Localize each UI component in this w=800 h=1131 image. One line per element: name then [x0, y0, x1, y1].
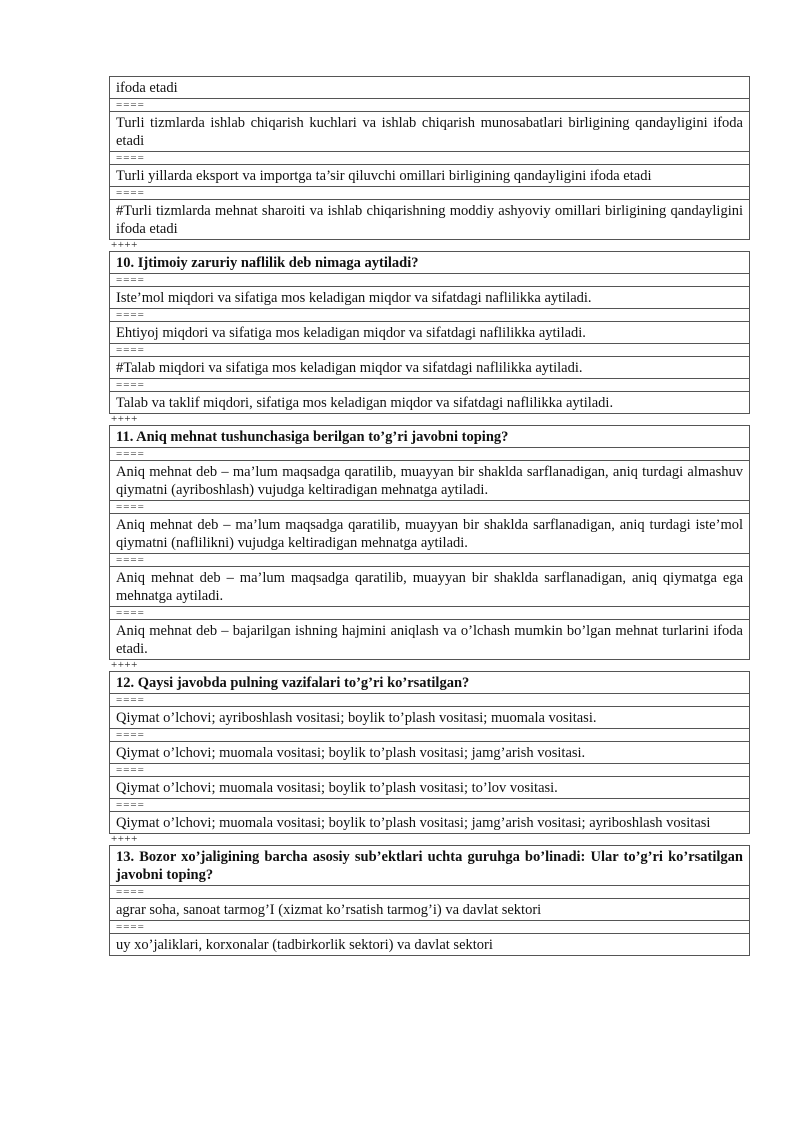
option-row: Qiymat o’lchovi; muomala vositasi; boylik to’plash vositasi; to’lov vositasi. — [109, 777, 750, 799]
option-separator: ==== — [109, 921, 750, 934]
option-row: Ehtiyoj miqdori va sifatiga mos keladigan miqdor va sifatdagi naflilikka aytiladi. — [109, 322, 750, 344]
option-separator: ==== — [109, 886, 750, 899]
option-separator: ==== — [109, 694, 750, 707]
option-row: #Turli tizmlarda mehnat sharoiti va ishlab chiqarishning moddiy ashyoviy omillari birligining qandayligini ifoda etadi — [109, 200, 750, 240]
option-separator: ==== — [109, 554, 750, 567]
option-row: Qiymat o’lchovi; muomala vositasi; boylik to’plash vositasi; jamg’arish vositasi; ayriboshlash vositasi — [109, 812, 750, 834]
option-row: agrar soha, sanoat tarmog’I (xizmat ko’rsatish tarmog’i) va davlat sektori — [109, 899, 750, 921]
option-row: #Talab miqdori va sifatiga mos keladigan miqdor va sifatdagi naflilikka aytiladi. — [109, 357, 750, 379]
option-row: Aniq mehnat deb – bajarilgan ishning hajmini aniqlash va o’lchash mumkin bo’lgan mehnat turlarini ifoda etadi. — [109, 620, 750, 660]
option-row: uy xo’jaliklari, korxonalar (tadbirkorlik sektori) va davlat sektori — [109, 934, 750, 956]
option-separator: ==== — [109, 309, 750, 322]
question-divider: ++++ — [111, 413, 138, 425]
question-divider: ++++ — [111, 239, 138, 251]
option-row: ifoda etadi — [109, 76, 750, 99]
option-row: Aniq mehnat deb – ma’lum maqsadga qaratilib, muayyan bir shaklda sarflanadigan, aniq qiymatga ega mehnatga aytiladi. — [109, 567, 750, 607]
option-separator: ==== — [109, 379, 750, 392]
option-separator: ==== — [109, 764, 750, 777]
question-title: 10. Ijtimoiy zaruriy naflilik deb nimaga aytiladi? — [109, 251, 750, 274]
option-row: Aniq mehnat deb – ma’lum maqsadga qaratilib, muayyan bir shaklda sarflanadigan, aniq turdagi iste’mol qiymatni (naflilikni) vujudga keltiradigan mehnatga aytiladi. — [109, 514, 750, 554]
test-sheet — [109, 76, 750, 956]
option-separator: ==== — [109, 448, 750, 461]
option-row: Turli yillarda eksport va importga ta’sir qiluvchi omillari birligining qandayligini ifoda etadi — [109, 165, 750, 187]
option-separator: ==== — [109, 729, 750, 742]
option-separator: ==== — [109, 607, 750, 620]
option-separator: ==== — [109, 274, 750, 287]
option-separator: ==== — [109, 501, 750, 514]
option-row: Turli tizmlarda ishlab chiqarish kuchlari va ishlab chiqarish munosabatlari birligining qandayligini ifoda etadi — [109, 112, 750, 152]
question-divider: ++++ — [111, 833, 138, 845]
question-divider: ++++ — [111, 659, 138, 671]
option-separator: ==== — [109, 152, 750, 165]
question-title: 13. Bozor xo’jaligining barcha asosiy sub’ektlari uchta guruhga bo’linadi: Ular to’g’ri ko’rsatilgan javobni toping? — [109, 845, 750, 886]
option-separator: ==== — [109, 799, 750, 812]
option-separator: ==== — [109, 187, 750, 200]
option-row: Aniq mehnat deb – ma’lum maqsadga qaratilib, muayyan bir shaklda sarflanadigan, aniq turdagi almashuv qiymatni (ayriboshlash) vujudga keltiradigan mehnatga aytiladi. — [109, 461, 750, 501]
question-title: 12. Qaysi javobda pulning vazifalari to’g’ri ko’rsatilgan? — [109, 671, 750, 694]
option-row: Qiymat o’lchovi; ayriboshlash vositasi; boylik to’plash vositasi; muomala vositasi. — [109, 707, 750, 729]
option-separator: ==== — [109, 99, 750, 112]
option-row: Iste’mol miqdori va sifatiga mos keladigan miqdor va sifatdagi naflilikka aytiladi. — [109, 287, 750, 309]
option-row: Qiymat o’lchovi; muomala vositasi; boylik to’plash vositasi; jamg’arish vositasi. — [109, 742, 750, 764]
option-separator: ==== — [109, 344, 750, 357]
question-title: 11. Aniq mehnat tushunchasiga berilgan to’g’ri javobni toping? — [109, 425, 750, 448]
option-row: Talab va taklif miqdori, sifatiga mos keladigan miqdor va sifatdagi naflilikka aytiladi. — [109, 392, 750, 414]
